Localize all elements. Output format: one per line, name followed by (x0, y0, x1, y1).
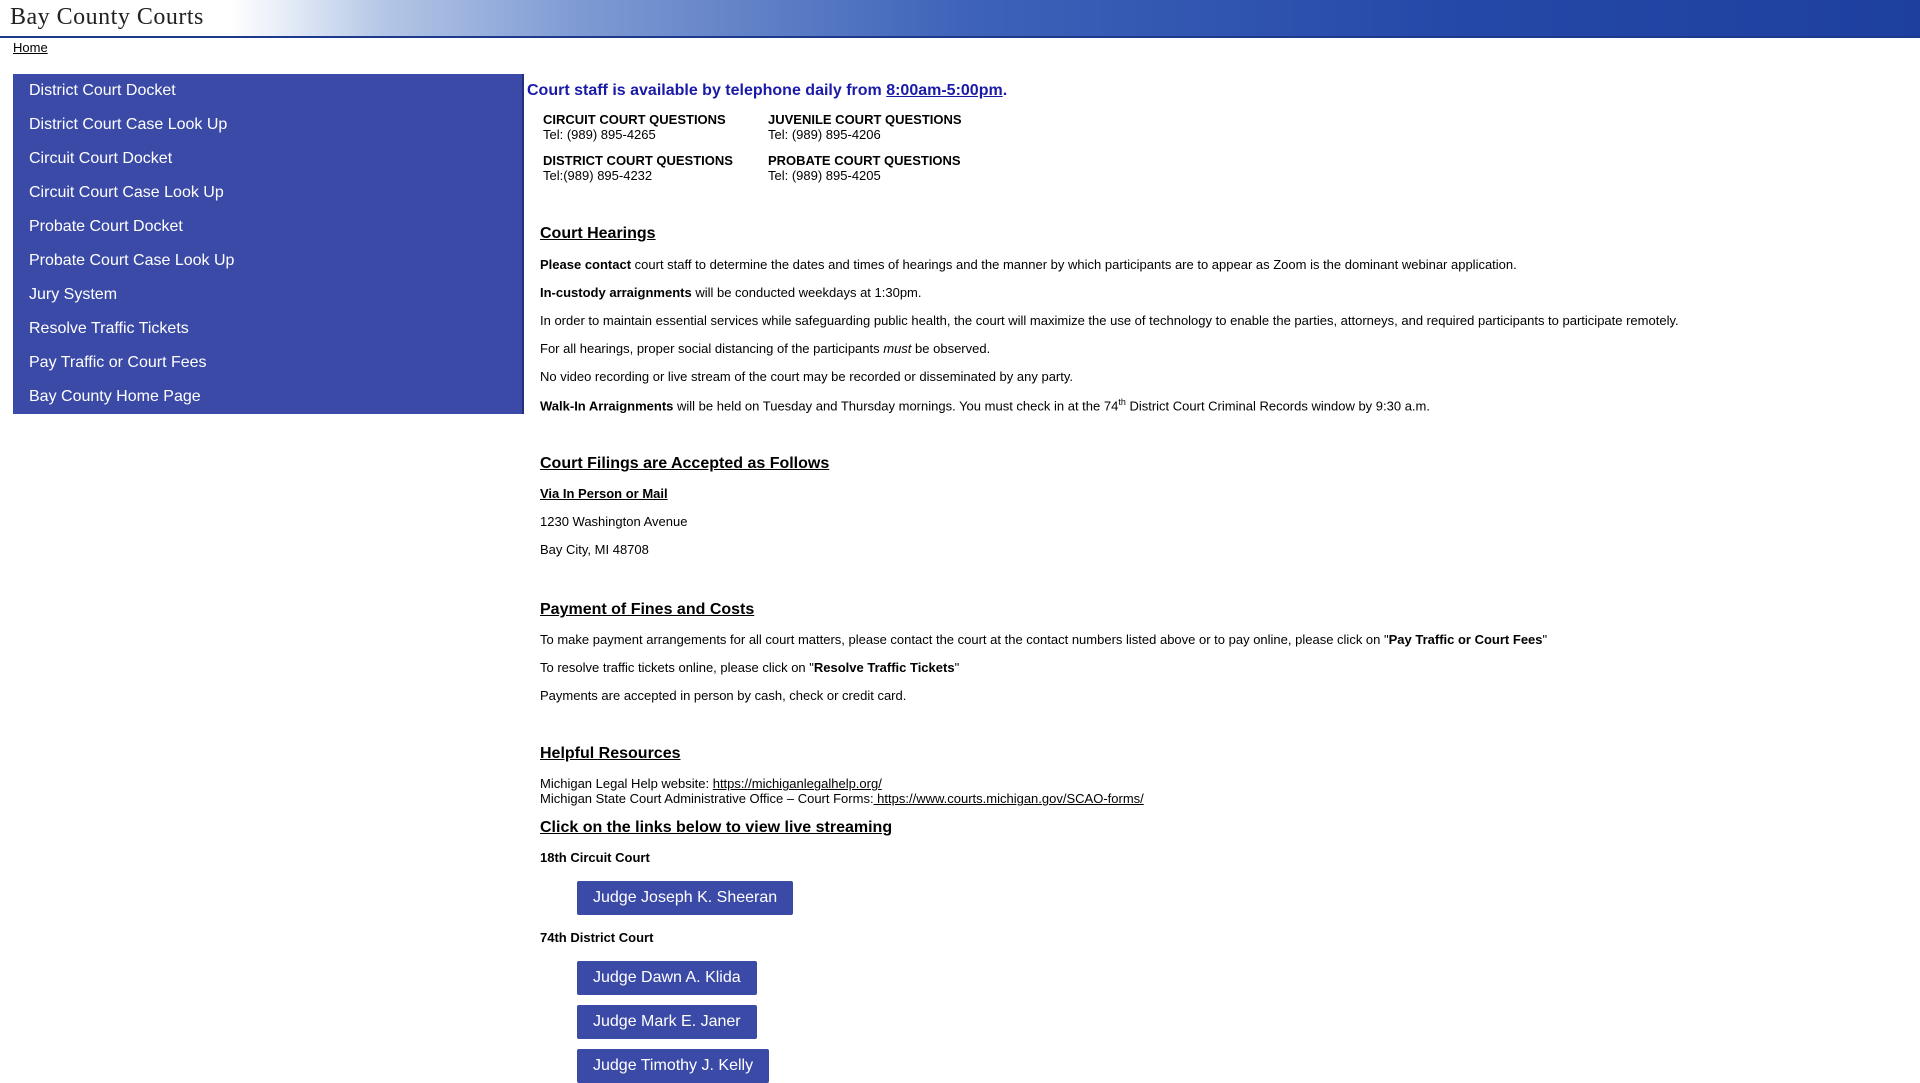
sidebar-item-district-court-case-look-up[interactable]: District Court Case Look Up (29, 116, 228, 133)
filings-address-line: Bay City, MI 48708 (540, 542, 649, 558)
contact-circuit (543, 112, 768, 142)
michigan-legal-help-link[interactable]: https://michiganlegalhelp.org/ (712, 776, 882, 792)
hearings-paragraph (540, 397, 1897, 413)
court-hearings-title: Court Hearings (540, 225, 656, 242)
payment-p2-bold: Resolve Traffic Tickets (813, 660, 955, 676)
payment-paragraph (540, 660, 1897, 675)
payment-section (540, 601, 1897, 703)
payment-p1-text: To make payment arrangements for all court matters, please contact the court at the contact numbers listed above or to pay online, please click on " (540, 632, 1389, 648)
resource-label: Michigan Legal Help website: (540, 776, 713, 792)
hearings-paragraph (540, 285, 1897, 300)
streaming-section (540, 819, 1897, 1083)
circuit-court-label: 18th Circuit Court (540, 850, 650, 866)
sidebar-nav (13, 74, 524, 414)
hearings-p6-bold: Walk-In Arraignments (540, 398, 674, 414)
breadcrumb-home-link[interactable]: Home (13, 40, 48, 55)
hearings-p1-text: court staff to determine the dates and times of hearings and the manner by which participants are to appear as Zoom is the dominant webinar application. (631, 257, 1517, 272)
hearings-p1-bold: Please contact (540, 257, 632, 272)
availability-prefix: Court staff is available by telephone daily from (527, 82, 887, 99)
payment-title: Payment of Fines and Costs (540, 601, 755, 619)
streaming-title: Click on the links below to view live streaming (540, 819, 893, 837)
sidebar-item-bay-county-home-page[interactable]: Bay County Home Page (29, 388, 201, 405)
site-title: Bay County Courts (10, 4, 204, 30)
judge-klida-stream-button[interactable]: Judge Dawn A. Klida (577, 961, 757, 995)
sidebar-item-district-court-docket[interactable]: District Court Docket (29, 82, 176, 99)
resources-section (540, 745, 1897, 806)
contact-probate (768, 153, 1008, 183)
sidebar-item-probate-court-docket[interactable]: Probate Court Docket (29, 218, 183, 235)
contact-phone: Tel: (989) 895-4265 (543, 127, 656, 142)
availability-notice (527, 82, 1897, 100)
payment-p2-quote: " (954, 660, 960, 676)
resources-title: Helpful Resources (540, 745, 681, 763)
payment-paragraph: Payments are accepted in person by cash, check or credit card. (540, 688, 907, 704)
contact-name: PROBATE COURT QUESTIONS (768, 153, 961, 168)
contact-phone: Tel: (989) 895-4206 (768, 127, 881, 142)
judge-kelly-stream-button[interactable]: Judge Timothy J. Kelly (577, 1049, 769, 1083)
judge-sheeran-stream-button[interactable]: Judge Joseph K. Sheeran (577, 881, 793, 915)
resource-line (540, 776, 1897, 791)
contact-name: DISTRICT COURT QUESTIONS (543, 153, 733, 168)
sidebar-item-circuit-court-case-look-up[interactable]: Circuit Court Case Look Up (29, 184, 224, 201)
court-hearings-section (540, 225, 1897, 413)
contact-grid (543, 112, 1897, 183)
hearings-p2-bold: In-custody arraignments (540, 285, 692, 300)
judge-janer-stream-button[interactable]: Judge Mark E. Janer (577, 1005, 757, 1039)
scao-forms-link[interactable]: https://www.courts.michigan.gov/SCAO-forms/ (873, 791, 1144, 807)
contact-district (543, 153, 768, 183)
hearings-p4-text-end: be observed. (911, 341, 991, 356)
sidebar-item-resolve-traffic-tickets[interactable]: Resolve Traffic Tickets (29, 320, 189, 337)
hearings-p6-text-end: District Court Criminal Records window by 9:30 a.m. (1125, 398, 1430, 414)
contact-phone: Tel: (989) 895-4205 (768, 168, 881, 183)
contact-juvenile (768, 112, 1008, 142)
hearings-p4-text: For all hearings, proper social distancing of the participants (540, 341, 884, 356)
contact-phone: Tel:(989) 895-4232 (543, 168, 653, 183)
sidebar-item-circuit-court-docket[interactable]: Circuit Court Docket (29, 150, 173, 167)
hearings-p4-emphasis: must (883, 341, 912, 356)
site-banner (0, 0, 1920, 38)
contact-name: CIRCUIT COURT QUESTIONS (543, 112, 726, 127)
payment-p1-bold: Pay Traffic or Court Fees (1388, 632, 1543, 648)
court-filings-section (540, 455, 1897, 557)
district-court-label: 74th District Court (540, 930, 654, 946)
hearings-paragraph: No video recording or live stream of the court may be recorded or disseminated by any party. (540, 369, 1074, 384)
filings-address-line: 1230 Washington Avenue (540, 514, 688, 530)
filings-subtitle: Via In Person or Mail (540, 486, 668, 502)
sidebar-item-pay-traffic-or-court-fees[interactable]: Pay Traffic or Court Fees (29, 354, 207, 371)
hearings-p6-sup: th (1118, 397, 1126, 407)
hearings-p2-text: will be conducted weekdays at 1:30pm. (691, 285, 922, 300)
availability-hours-link[interactable]: 8:00am-5:00pm (886, 82, 1003, 99)
resource-line (540, 791, 1897, 806)
hearings-paragraph (540, 341, 1897, 356)
payment-p1-quote: " (1542, 632, 1548, 648)
contact-name: JUVENILE COURT QUESTIONS (768, 112, 962, 127)
sidebar-item-probate-court-case-look-up[interactable]: Probate Court Case Look Up (29, 252, 235, 269)
payment-paragraph (540, 632, 1897, 647)
main-content (527, 82, 1897, 1083)
payment-p2-text: To resolve traffic tickets online, please click on " (540, 660, 814, 676)
sidebar-item-jury-system[interactable]: Jury System (29, 286, 118, 303)
hearings-p6-text: will be held on Tuesday and Thursday mornings. You must check in at the 74 (673, 398, 1119, 414)
hearings-paragraph (540, 257, 1897, 272)
availability-suffix: . (1002, 82, 1008, 99)
court-filings-title: Court Filings are Accepted as Follows (540, 455, 830, 473)
resource-label: Michigan State Court Administrative Office – Court Forms: (540, 791, 874, 807)
hearings-paragraph: In order to maintain essential services while safeguarding public health, the court will maximize the use of technology to enable the parties, attorneys, and required participants to participate remotely. (540, 313, 1679, 328)
